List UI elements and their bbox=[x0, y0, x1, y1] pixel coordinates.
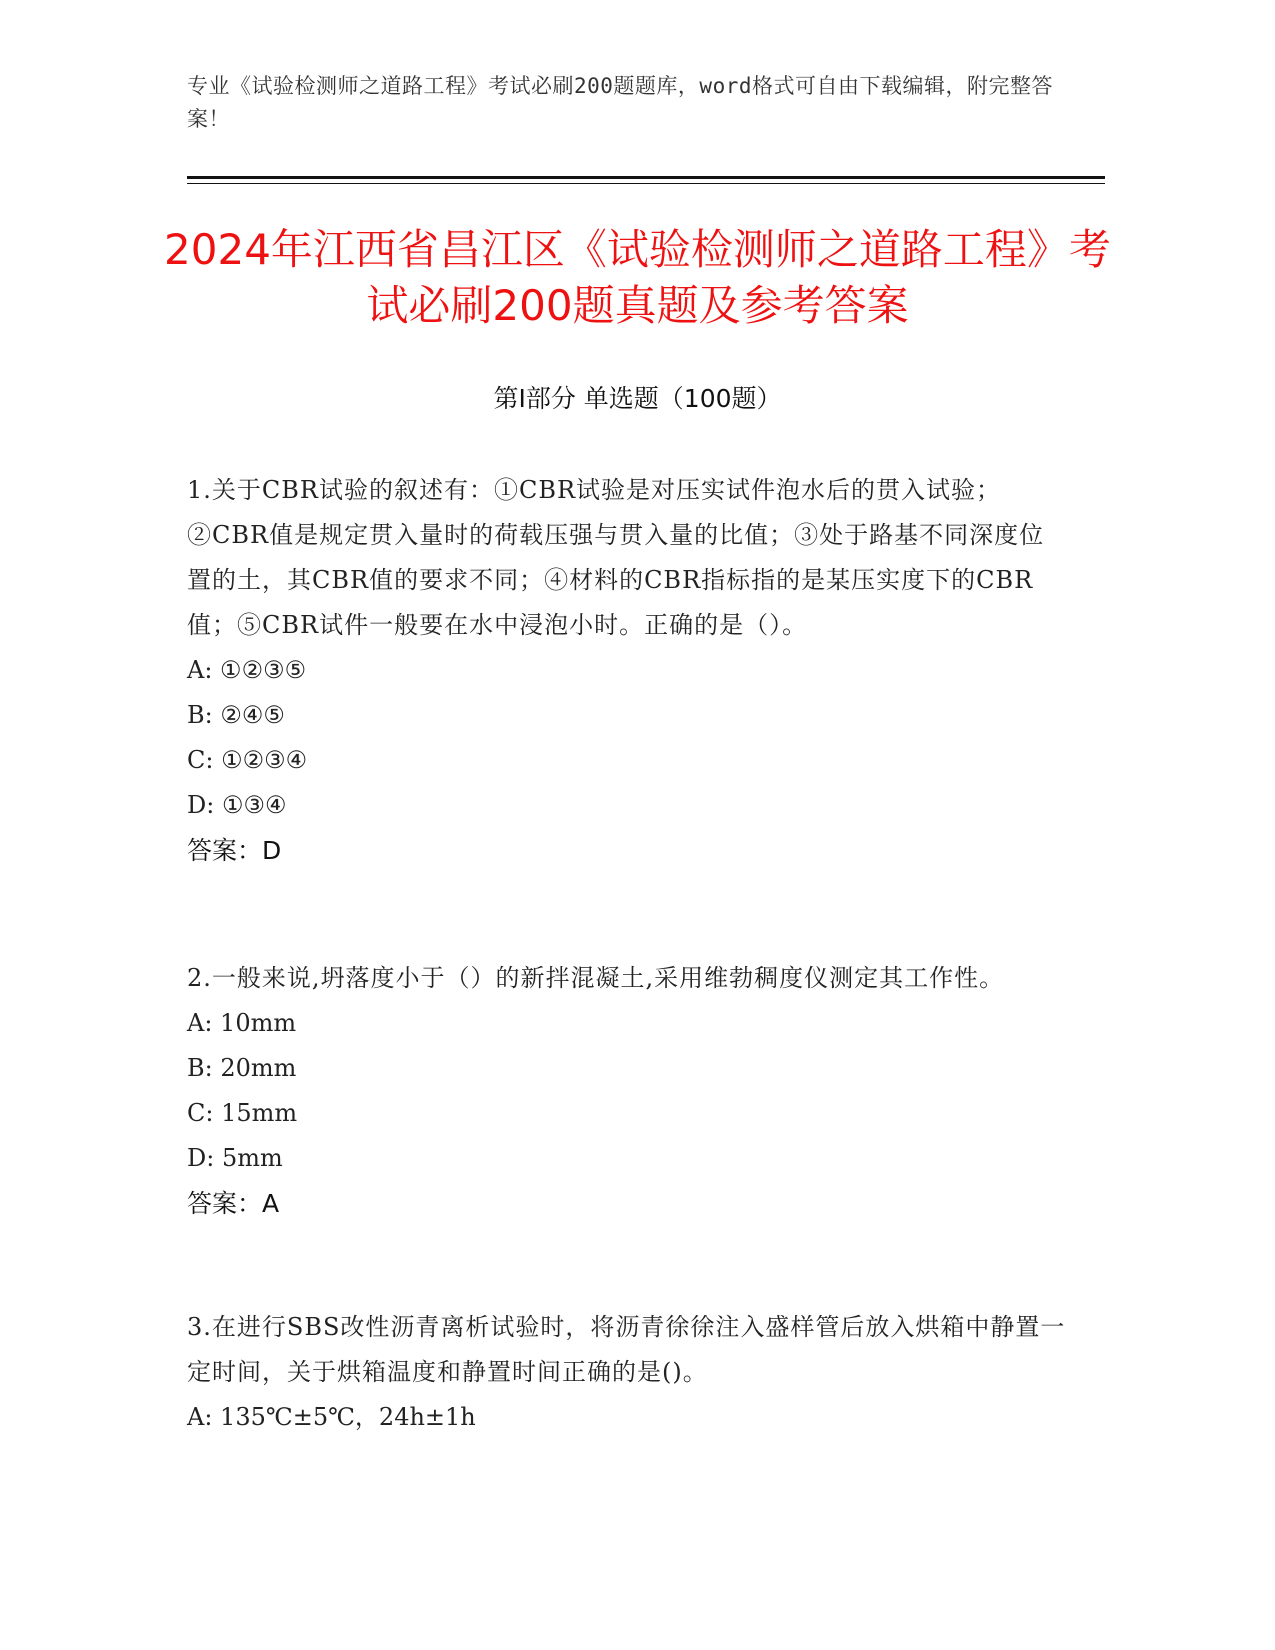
option-c: C: 15mm bbox=[187, 1099, 298, 1127]
option-b: B: 20mm bbox=[187, 1054, 297, 1082]
question-stem: 1.关于CBR试验的叙述有：①CBR试验是对压实试件泡水后的贯入试验；②CBR值是规定贯入量时的荷载压强与贯入量的比值；③处于路基不同深度位置的土，其CBR值的要求不同；④材料的CBR指标指的是某压实度下的CBR值；⑤CBR试件一般要在水中浸泡小时。正确的是（）。 bbox=[187, 476, 1045, 639]
question-3 bbox=[187, 1305, 1067, 1440]
option-d: D: ①③④ bbox=[187, 791, 287, 819]
option-a: A: ①②③⑤ bbox=[187, 656, 307, 684]
option-d: D: 5mm bbox=[187, 1144, 283, 1172]
question-stem: 2.一般来说,坍落度小于（）的新拌混凝土,采用维勃稠度仪测定其工作性。 bbox=[187, 964, 1005, 992]
question-stem: 3.在进行SBS改性沥青离析试验时，将沥青徐徐注入盛样管后放入烘箱中静置一定时间，关于烘箱温度和静置时间正确的是()。 bbox=[187, 1313, 1066, 1386]
option-a: A: 10mm bbox=[187, 1009, 297, 1037]
answer: 答案：A bbox=[187, 1189, 280, 1218]
option-c: C: ①②③④ bbox=[187, 746, 308, 774]
document-title: 2024年江西省昌江区《试验检测师之道路工程》考试必刷200题真题及参考答案 bbox=[164, 225, 1111, 330]
option-a: A: 135℃±5℃，24h±1h bbox=[187, 1403, 476, 1431]
section-title: 第I部分 单选题（100题） bbox=[493, 384, 782, 413]
question-1 bbox=[187, 468, 1067, 873]
header-note: 专业《试验检测师之道路工程》考试必刷200题题库，word格式可自由下载编辑，附完整答案！ bbox=[187, 74, 1053, 131]
question-2 bbox=[187, 956, 1067, 1226]
option-b: B: ②④⑤ bbox=[187, 701, 285, 729]
answer: 答案：D bbox=[187, 836, 282, 865]
header-rule-thin bbox=[187, 183, 1105, 184]
header-rule bbox=[187, 176, 1105, 179]
